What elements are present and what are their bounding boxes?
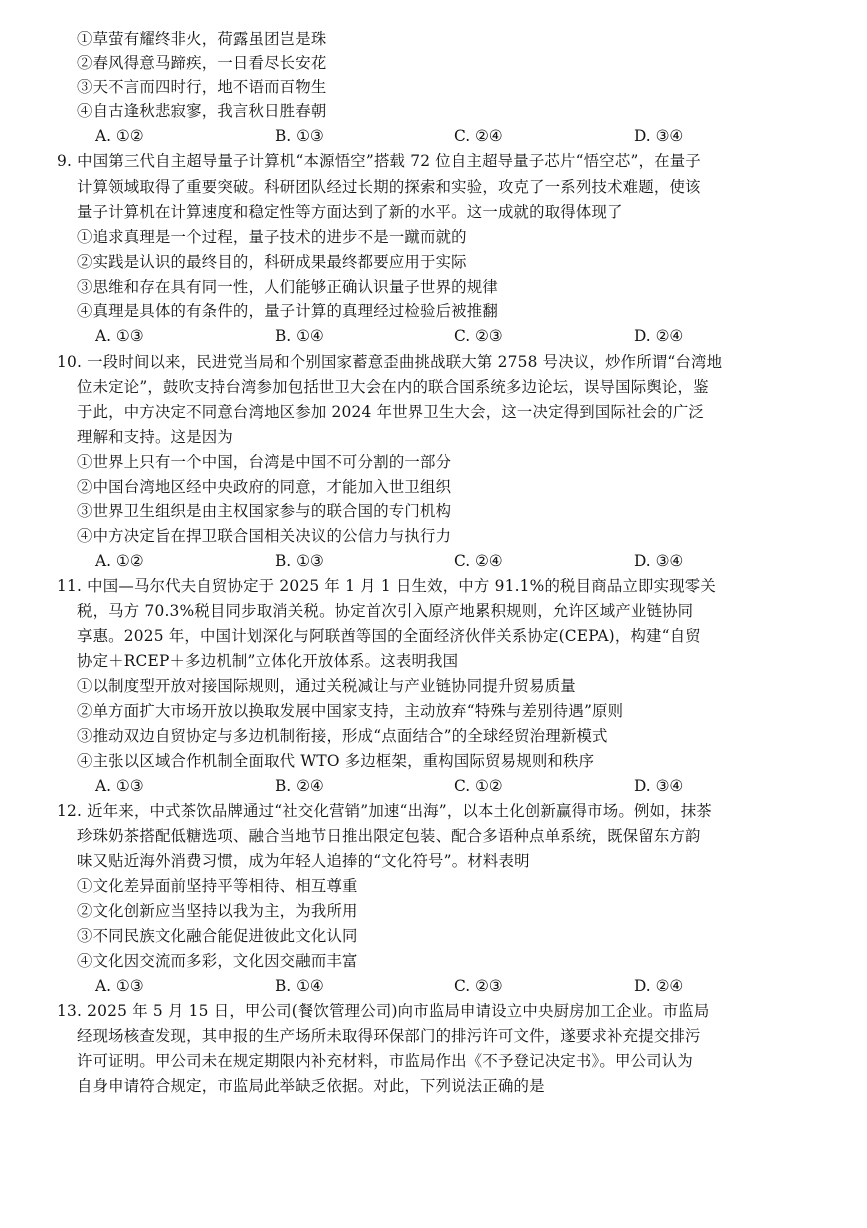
q12-stem-line-1: 12. 近年来，中式茶饮品牌通过“社交化营销”加速“出海”，以本土化创新赢得市场。例如，抹茶	[57, 802, 712, 820]
q9-option-d[interactable]: D. ②④	[634, 327, 684, 345]
q10-item-1: ①世界上只有一个中国，台湾是中国不可分割的一部分	[77, 453, 452, 471]
q11-stem-line-4: 协定＋RCEP＋多边机制”立体化开放体系。这表明我国	[77, 652, 459, 670]
q12-item-4: ④文化因交流而多彩，文化因交融而丰富	[77, 952, 358, 970]
q10-item-4: ④中方决定旨在捍卫联合国相关决议的公信力与执行力	[77, 527, 452, 545]
q9-stem-line-3: 量子计算机在计算速度和稳定性等方面达到了新的水平。这一成就的取得体现了	[77, 203, 623, 221]
q8-item-4: ④自古逢秋悲寂寥，我言秋日胜春朝	[77, 102, 327, 120]
q8-option-b[interactable]: B. ①③	[275, 127, 324, 145]
q9-item-1: ①追求真理是一个过程，量子技术的进步不是一蹴而就的	[77, 228, 467, 246]
q13-stem-line-1: 13. 2025 年 5 月 15 日，甲公司(餐饮管理公司)向市监局申请设立中央厨房加工企业。市监局	[57, 1002, 710, 1020]
q8-item-1: ①草萤有耀终非火，荷露虽团岂是珠	[77, 30, 327, 48]
q8-item-3: ③天不言而四时行，地不语而百物生	[77, 78, 327, 96]
q9-stem-line-1: 9. 中国第三代自主超导量子计算机“本源悟空”搭载 72 位自主超导量子芯片“悟空芯”，在量子	[57, 152, 701, 170]
q10-stem-line-1: 10. 一段时间以来，民进党当局和个别国家蓄意歪曲挑战联大第 2758 号决议，炒作所谓“台湾地	[57, 353, 723, 371]
q13-stem-line-4: 自身申请符合规定，市监局此举缺乏依据。对此，下列说法正确的是	[77, 1077, 545, 1095]
q12-option-d[interactable]: D. ②④	[634, 977, 684, 995]
q8-option-d[interactable]: D. ③④	[634, 127, 684, 145]
q13-stem-line-3: 许可证明。甲公司未在规定期限内补充材料，市监局作出《不予登记决定书》。甲公司认为	[77, 1052, 693, 1070]
q13-stem-line-2: 经现场核查发现，其申报的生产场所未取得环保部门的排污许可文件，遂要求补充提交排污	[77, 1027, 701, 1045]
q10-option-a[interactable]: A. ①②	[95, 552, 144, 570]
q10-stem-line-2: 位未定论”，鼓吹支持台湾参加包括世卫大会在内的联合国系统多边论坛，误导国际舆论，鉴	[77, 378, 709, 396]
q9-item-3: ③思维和存在具有同一性，人们能够正确认识量子世界的规律	[77, 278, 498, 296]
q11-item-1: ①以制度型开放对接国际规则，通过关税减让与产业链协同提升贸易质量	[77, 677, 576, 695]
q10-item-2: ②中国台湾地区经中央政府的同意，才能加入世卫组织	[77, 478, 452, 496]
q10-stem-line-4: 理解和支持。这是因为	[77, 428, 233, 446]
q11-option-d[interactable]: D. ③④	[634, 777, 684, 795]
q10-stem-line-3: 于此，中方决定不同意台湾地区参加 2024 年世界卫生大会，这一决定得到国际社会的广泛	[77, 403, 705, 421]
q12-stem-line-2: 珍珠奶茶搭配低糖选项、融合当地节日推出限定包装、配合多语种点单系统，既保留东方韵	[77, 827, 701, 845]
q8-option-c[interactable]: C. ②④	[454, 127, 503, 145]
q12-stem-line-3: 味又贴近海外消费习惯，成为年轻人追捧的“文化符号”。材料表明	[77, 852, 530, 870]
q11-item-4: ④主张以区域合作机制全面取代 WTO 多边框架，重构国际贸易规则和秩序	[77, 752, 595, 770]
q11-stem-line-1: 11. 中国—马尔代夫自贸协定于 2025 年 1 月 1 日生效，中方 91.1%的税目商品立即实现零关	[57, 577, 716, 595]
q12-item-3: ③不同民族文化融合能促进彼此文化认同	[77, 927, 358, 945]
q11-stem-line-3: 享惠。2025 年，中国计划深化与阿联酋等国的全面经济伙伴关系协定(CEPA)，构建“自贸	[77, 627, 701, 645]
q12-item-1: ①文化差异面前坚持平等相待、相互尊重	[77, 877, 358, 895]
q9-item-4: ④真理是具体的有条件的，量子计算的真理经过检验后被推翻	[77, 302, 498, 320]
q9-option-b[interactable]: B. ①④	[275, 327, 324, 345]
q11-option-a[interactable]: A. ①③	[95, 777, 144, 795]
q8-option-a[interactable]: A. ①②	[95, 127, 144, 145]
q10-option-d[interactable]: D. ③④	[634, 552, 684, 570]
q10-item-3: ③世界卫生组织是由主权国家参与的联合国的专门机构	[77, 502, 452, 520]
q10-option-c[interactable]: C. ②④	[454, 552, 503, 570]
q11-item-2: ②单方面扩大市场开放以换取发展中国家支持，主动放弃“特殊与差别待遇”原则	[77, 702, 624, 720]
q9-option-a[interactable]: A. ①③	[95, 327, 144, 345]
q9-option-c[interactable]: C. ②③	[454, 327, 503, 345]
q9-item-2: ②实践是认识的最终目的，科研成果最终都要应用于实际	[77, 253, 467, 271]
q10-option-b[interactable]: B. ①③	[275, 552, 324, 570]
q12-option-b[interactable]: B. ①④	[275, 977, 324, 995]
q11-option-b[interactable]: B. ②④	[275, 777, 324, 795]
q11-stem-line-2: 税，马方 70.3%税目同步取消关税。协定首次引入原产地累积规则，允许区域产业链协同	[77, 602, 694, 620]
q8-item-2: ②春风得意马蹄疾，一日看尽长安花	[77, 54, 327, 72]
q11-item-3: ③推动双边自贸协定与多边机制衔接，形成“点面结合”的全球经贸治理新模式	[77, 727, 608, 745]
q12-option-a[interactable]: A. ①③	[95, 977, 144, 995]
q12-item-2: ②文化创新应当坚持以我为主，为我所用	[77, 902, 358, 920]
q11-option-c[interactable]: C. ①②	[454, 777, 503, 795]
q9-stem-line-2: 计算领域取得了重要突破。科研团队经过长期的探索和实验，攻克了一系列技术难题，使该	[77, 178, 701, 196]
q12-option-c[interactable]: C. ②③	[454, 977, 503, 995]
